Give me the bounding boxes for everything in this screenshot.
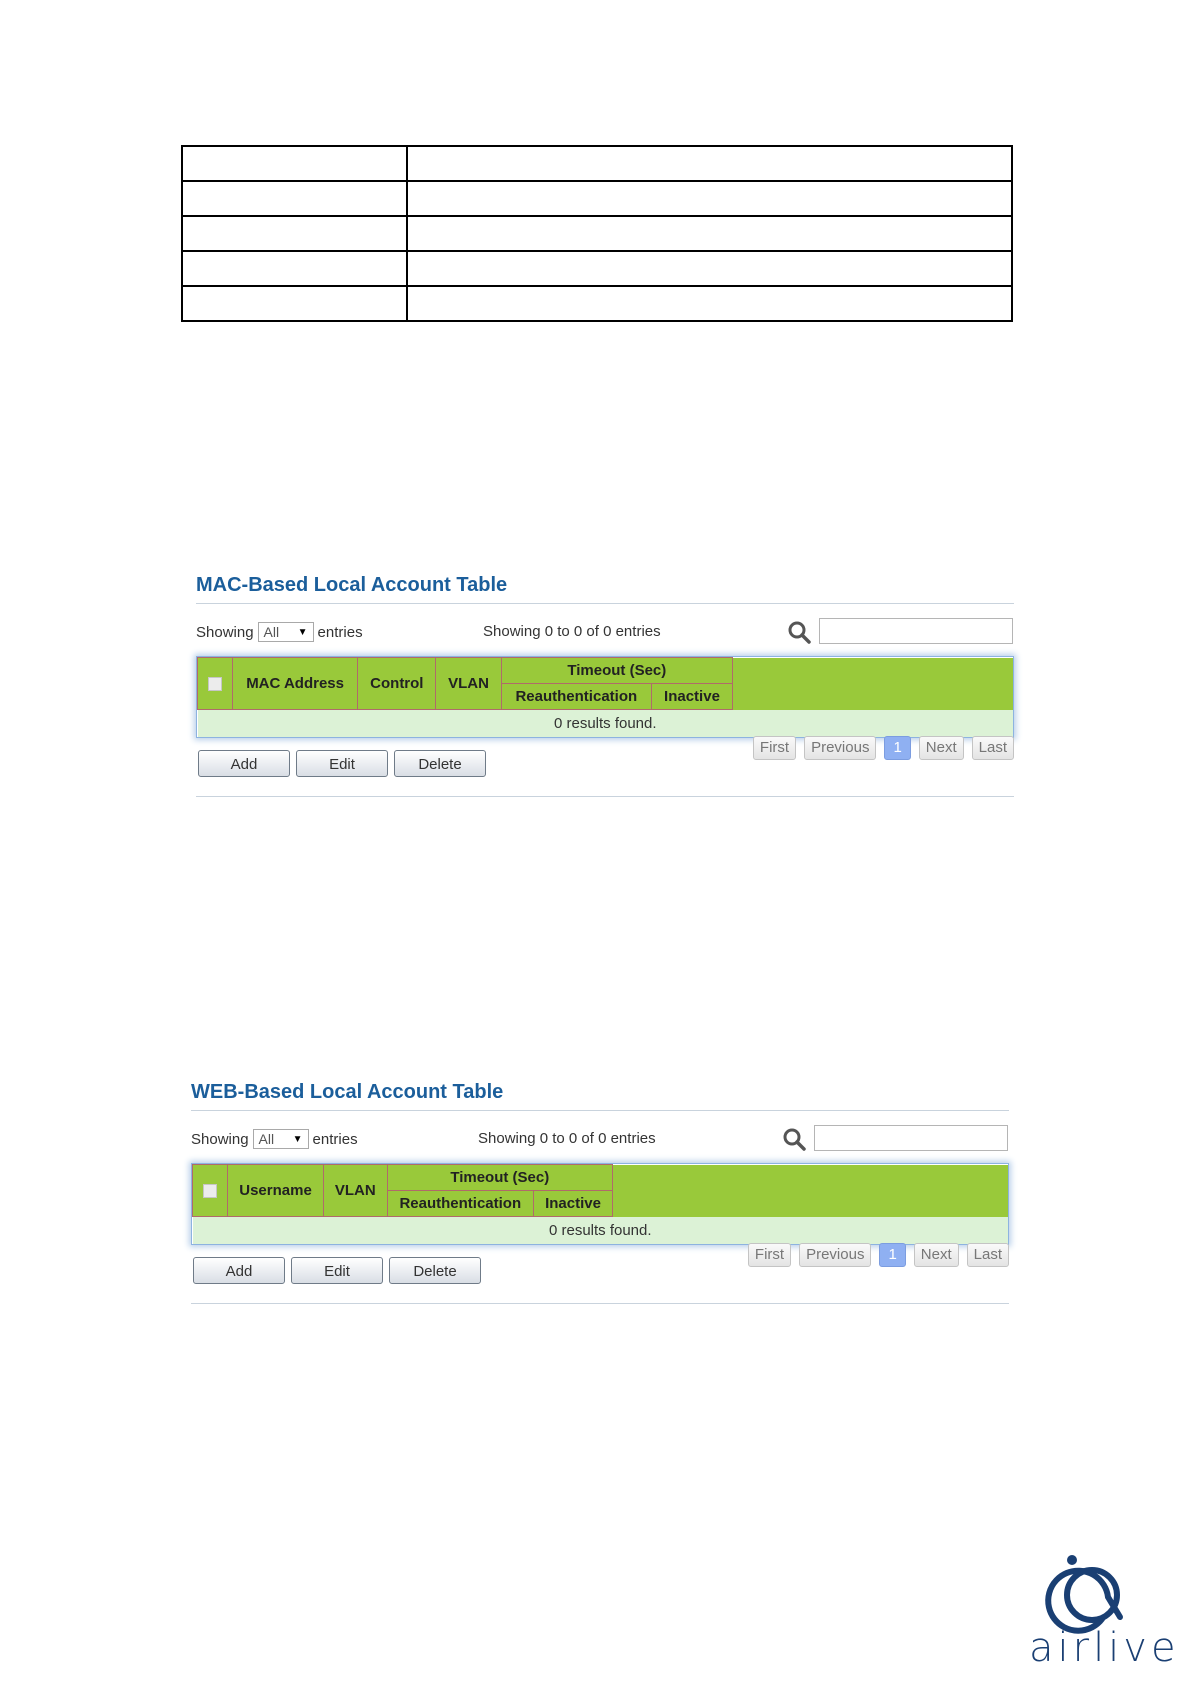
no-results-message: 0 results found.: [193, 1217, 1009, 1245]
table-row: [182, 146, 1012, 181]
search-icon[interactable]: [782, 1127, 806, 1151]
select-all-checkbox[interactable]: [208, 677, 222, 691]
first-page-button[interactable]: First: [748, 1243, 791, 1267]
edit-button[interactable]: Edit: [296, 750, 388, 777]
pagination: [753, 736, 1014, 760]
table-row: [182, 286, 1012, 321]
page-1-button[interactable]: 1: [884, 736, 910, 760]
add-button[interactable]: Add: [193, 1257, 285, 1284]
column-reauthentication[interactable]: Reauthentication: [501, 684, 651, 710]
showing-label: Showing: [191, 1130, 249, 1148]
panel-title: MAC-Based Local Account Table: [196, 574, 1014, 604]
last-page-button[interactable]: Last: [967, 1243, 1009, 1267]
select-all-header: [193, 1165, 228, 1217]
previous-page-button[interactable]: Previous: [804, 736, 876, 760]
search-input[interactable]: [819, 618, 1013, 644]
entries-selector: [196, 622, 363, 642]
table-row: [182, 216, 1012, 251]
pagination: [748, 1243, 1009, 1267]
column-control[interactable]: Control: [358, 658, 436, 710]
dropdown-arrow-icon: ▼: [297, 626, 308, 638]
entries-select[interactable]: All ▼: [258, 622, 314, 642]
previous-page-button[interactable]: Previous: [799, 1243, 871, 1267]
column-username[interactable]: Username: [228, 1165, 324, 1217]
showing-label: Showing: [196, 623, 254, 641]
divider: [191, 1303, 1009, 1304]
web-account-panel: [191, 1081, 1009, 1304]
divider: [196, 796, 1014, 797]
next-page-button[interactable]: Next: [914, 1243, 959, 1267]
panel-title: WEB-Based Local Account Table: [191, 1081, 1009, 1111]
select-all-checkbox[interactable]: [203, 1184, 217, 1198]
entries-select[interactable]: All ▼: [253, 1129, 309, 1149]
mac-account-panel: [196, 574, 1014, 797]
dropdown-arrow-icon: ▼: [292, 1133, 303, 1145]
showing-summary: Showing 0 to 0 of 0 entries: [478, 1130, 656, 1147]
search-icon[interactable]: [787, 620, 811, 644]
column-inactive[interactable]: Inactive: [534, 1191, 613, 1217]
column-group-timeout: Timeout (Sec): [387, 1165, 612, 1191]
entries-label: entries: [312, 1130, 358, 1148]
web-account-grid: [191, 1163, 1009, 1245]
table-row: [182, 181, 1012, 216]
logo-wordmark: airlive: [1029, 1625, 1180, 1671]
table-controls: [196, 616, 1014, 654]
no-results-message: 0 results found.: [198, 710, 1014, 738]
next-page-button[interactable]: Next: [919, 736, 964, 760]
action-bar: [191, 1246, 1009, 1297]
table-row: [198, 710, 1014, 738]
showing-summary: Showing 0 to 0 of 0 entries: [483, 623, 661, 640]
delete-button[interactable]: Delete: [394, 750, 486, 777]
edit-button[interactable]: Edit: [291, 1257, 383, 1284]
last-page-button[interactable]: Last: [972, 736, 1014, 760]
column-vlan[interactable]: VLAN: [324, 1165, 388, 1217]
table-row: [182, 251, 1012, 286]
column-group-timeout: Timeout (Sec): [501, 658, 732, 684]
table-controls: [191, 1123, 1009, 1161]
add-button[interactable]: Add: [198, 750, 290, 777]
first-page-button[interactable]: First: [753, 736, 796, 760]
table-row: [193, 1217, 1009, 1245]
entries-label: entries: [317, 623, 363, 641]
action-bar: [196, 739, 1014, 790]
entries-selector: [191, 1129, 358, 1149]
column-mac-address[interactable]: MAC Address: [233, 658, 358, 710]
search-input[interactable]: [814, 1125, 1008, 1151]
mac-account-grid: [196, 656, 1014, 738]
empty-parameter-table: [181, 145, 1013, 322]
column-inactive[interactable]: Inactive: [651, 684, 732, 710]
column-reauthentication[interactable]: Reauthentication: [387, 1191, 534, 1217]
delete-button[interactable]: Delete: [389, 1257, 481, 1284]
select-all-header: [198, 658, 233, 710]
page-1-button[interactable]: 1: [879, 1243, 905, 1267]
column-vlan[interactable]: VLAN: [436, 658, 501, 710]
